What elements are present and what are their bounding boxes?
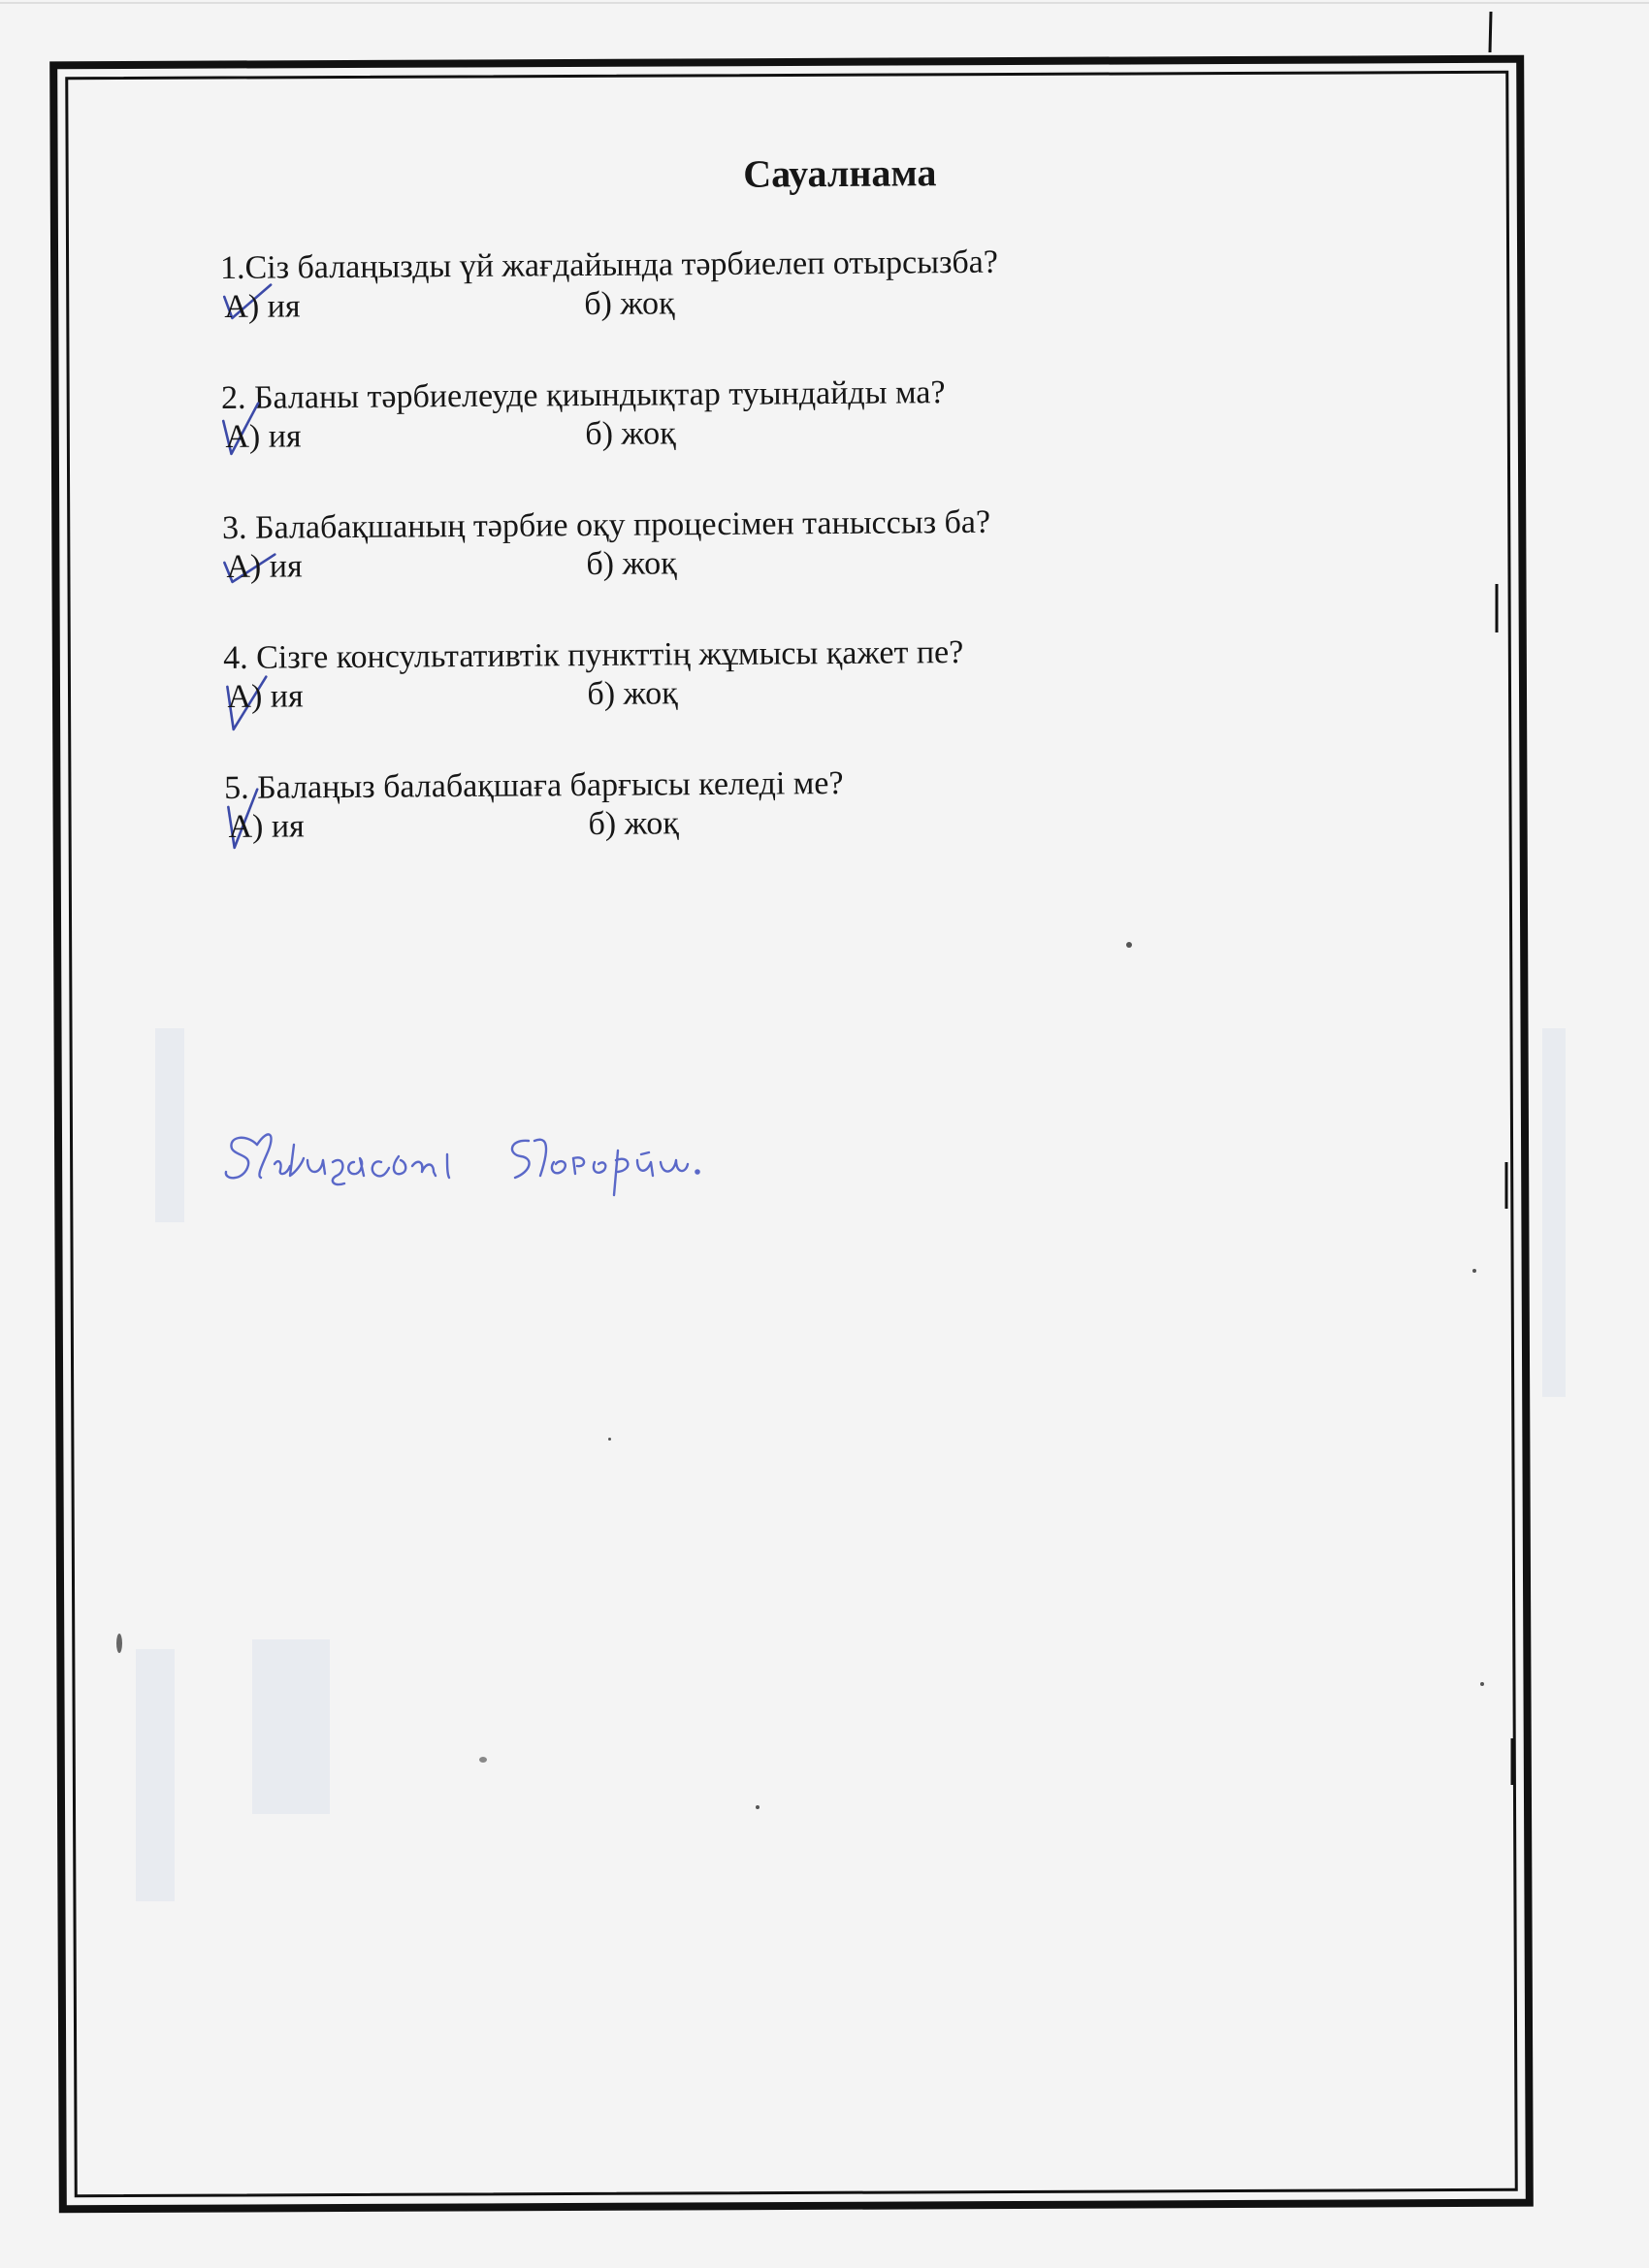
handwritten-signature	[218, 1116, 820, 1203]
scan-noise	[136, 1649, 175, 1901]
question-text: 5. Балаңыз балабақшаға барғысы келеді ме?	[224, 764, 844, 806]
option-a[interactable]: А) ия	[224, 288, 301, 325]
scan-speck	[608, 1438, 611, 1441]
page-title: Сауалнама	[743, 150, 937, 196]
option-a[interactable]: А) ия	[227, 678, 304, 715]
option-a[interactable]: А) ия	[228, 808, 305, 845]
scan-speck	[756, 1805, 760, 1809]
option-b[interactable]: б) жоқ	[586, 545, 677, 583]
scan-speck	[479, 1757, 487, 1763]
question-text: 1.Сіз балаңызды үй жағдайында тәрбиелеп отырсызба?	[219, 243, 999, 286]
scan-speck	[116, 1634, 122, 1653]
answer-row	[220, 281, 1171, 332]
option-b[interactable]: б) жоқ	[588, 805, 679, 843]
scan-speck	[1472, 1269, 1476, 1273]
scan-speck	[1126, 942, 1132, 948]
scan-noise	[155, 1028, 184, 1222]
question-1	[220, 243, 1172, 332]
question-text: 2. Баланы тәрбиелеуде қиындықтар туындайды ма?	[220, 374, 946, 416]
scan-speck	[1480, 1682, 1484, 1686]
scan-mark	[1507, 1736, 1517, 1787]
option-b[interactable]: б) жоқ	[585, 415, 676, 453]
scan-edge-line	[0, 2, 1649, 4]
question-3	[222, 502, 1174, 592]
answer-row	[224, 801, 1175, 852]
question-5	[224, 762, 1176, 852]
answer-row	[221, 411, 1172, 462]
answer-row	[223, 671, 1174, 722]
scan-mark	[1492, 582, 1502, 634]
scan-mark	[1486, 10, 1496, 54]
question-2	[221, 373, 1173, 462]
option-a[interactable]: А) ия	[225, 418, 302, 455]
option-b[interactable]: б) жоқ	[587, 675, 678, 713]
question-text: 3. Балабақшаның тәрбие оқу процесімен таныссыз ба?	[221, 503, 991, 546]
scan-noise	[1542, 1028, 1566, 1397]
answer-row	[222, 541, 1173, 592]
scan-mark	[1502, 1160, 1511, 1211]
scan-noise	[252, 1639, 330, 1814]
option-b[interactable]: б) жоқ	[584, 285, 675, 323]
option-a[interactable]: А) ия	[226, 548, 303, 585]
question-4	[223, 632, 1175, 722]
question-text: 4. Сізге консультативтік пункттің жұмысы қажет пе?	[223, 633, 964, 676]
